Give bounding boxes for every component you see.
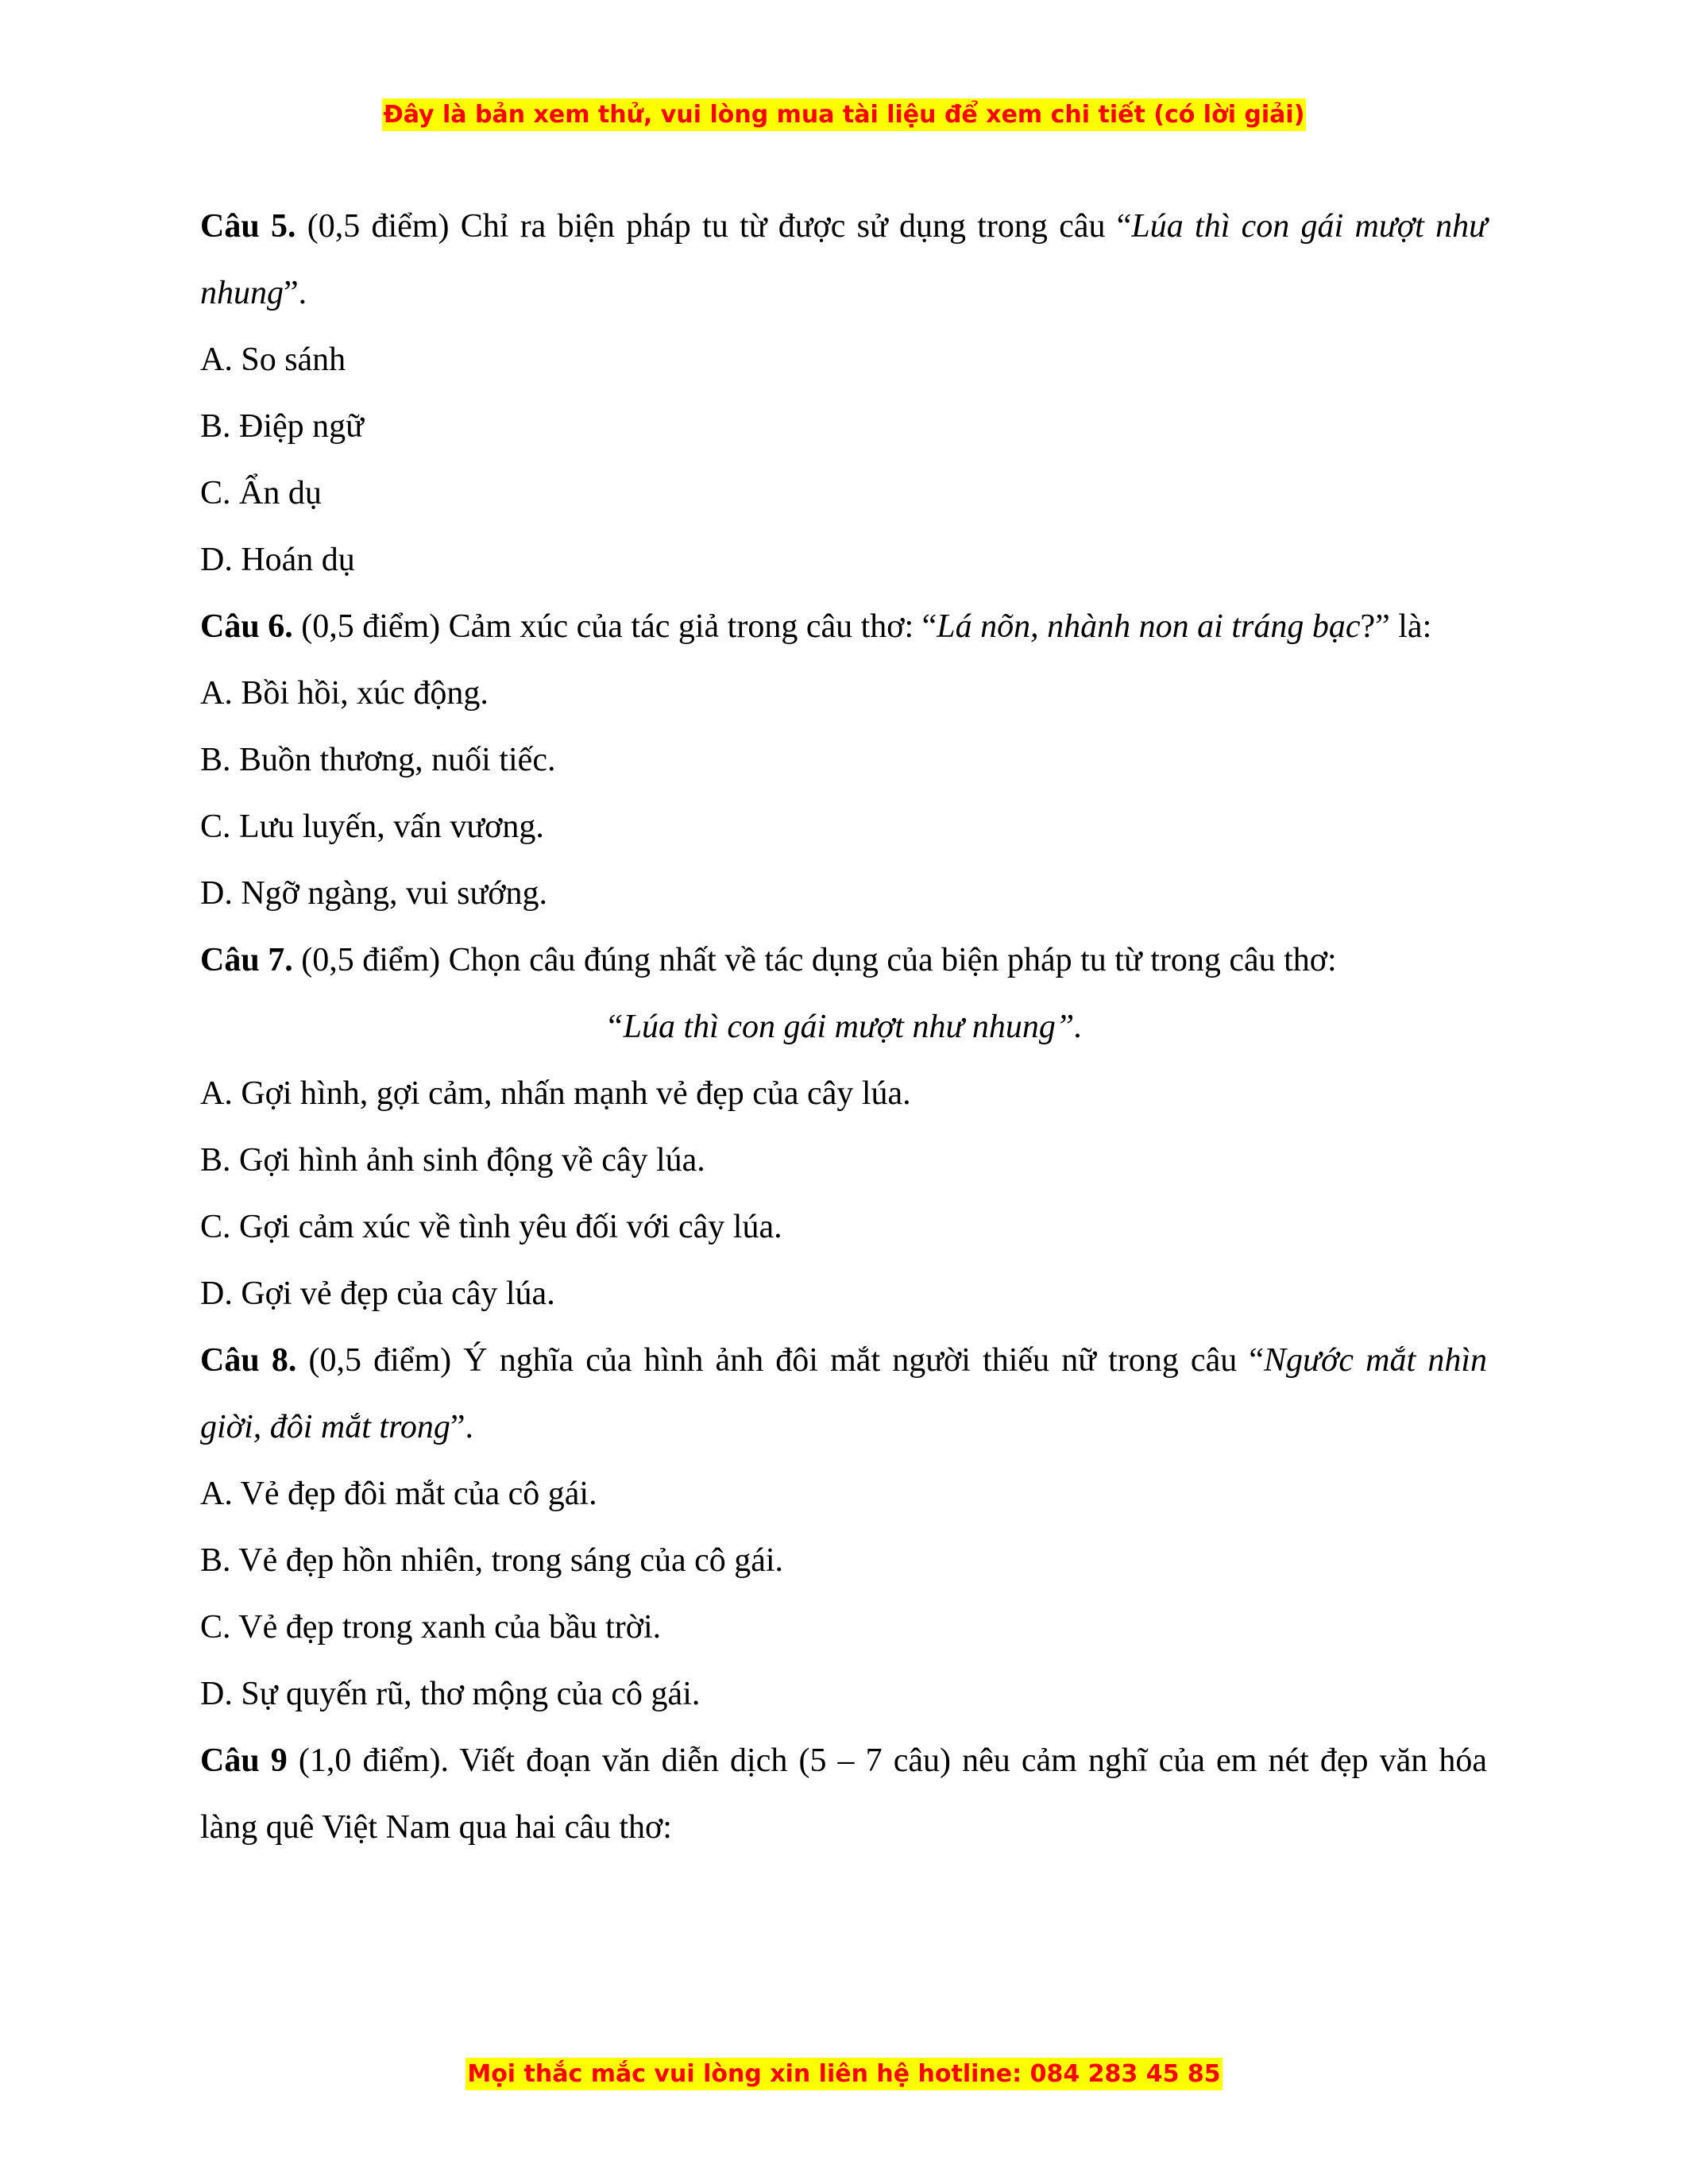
question-text-end: ”. — [450, 1409, 474, 1445]
option-a: A. So sánh — [200, 341, 346, 378]
quoted-verse: Lúa thì con gái mượt như nhung — [200, 208, 1487, 311]
quoted-verse: Ngước mắt nhìn giời, đôi mắt trong — [200, 1342, 1487, 1445]
preview-notice-text: Đây là bản xem thử, vui lòng mua tài liệu để xem chi tiết (có lời giải) — [382, 98, 1307, 131]
question-text: (0,5 điểm) Chỉ ra biện pháp tu từ được sử dụng trong câu “ — [295, 208, 1132, 245]
option-b: B. Điệp ngữ — [200, 408, 364, 445]
question-7-prompt — [200, 927, 1487, 994]
option-d: D. Gợi vẻ đẹp của cây lúa. — [200, 1275, 555, 1312]
question-text: (0,5 điểm) Chọn câu đúng nhất về tác dụng của biện pháp tu từ trong câu thơ: — [292, 942, 1337, 978]
option-d: D. Sự quyến rũ, thơ mộng của cô gái. — [200, 1676, 701, 1712]
question-label: Câu 7. — [200, 942, 293, 978]
question-label: Câu 5. — [200, 208, 296, 245]
question-5-prompt — [200, 193, 1487, 326]
question-9-prompt — [200, 1727, 1487, 1861]
question-text-end: ”. — [284, 275, 307, 311]
option-c: C. Lưu luyến, vấn vương. — [200, 808, 544, 845]
preview-notice-banner — [0, 103, 1688, 127]
question-label: Câu 9 — [200, 1742, 288, 1779]
question-label: Câu 6. — [200, 608, 293, 645]
option-b: B. Buồn thương, nuối tiếc. — [200, 742, 556, 778]
hotline-banner — [0, 2062, 1688, 2086]
question-label: Câu 8. — [200, 1342, 297, 1379]
option-b: B. Vẻ đẹp hồn nhiên, trong sáng của cô gái. — [200, 1542, 784, 1579]
option-d: D. Ngỡ ngàng, vui sướng. — [200, 875, 548, 912]
option-a: A. Vẻ đẹp đôi mắt của cô gái. — [200, 1476, 597, 1512]
question-text: (0,5 điểm) Ý nghĩa của hình ảnh đôi mắt người thiếu nữ trong câu “ — [296, 1342, 1265, 1379]
option-c: C. Ẩn dụ — [200, 475, 322, 511]
quoted-verse-line — [200, 994, 1487, 1060]
option-c: C. Gợi cảm xúc về tình yêu đối với cây lúa. — [200, 1209, 782, 1245]
quoted-verse: “Lúa thì con gái mượt như nhung”. — [605, 1009, 1083, 1045]
question-text: (1,0 điểm). Viết đoạn văn diễn dịch (5 – 7 câu) nêu cảm nghĩ của em nét đẹp văn hóa làng quê Việt Nam qua hai câu thơ: — [200, 1742, 1487, 1846]
option-c: C. Vẻ đẹp trong xanh của bầu trời. — [200, 1609, 662, 1646]
question-text-end: ?” là: — [1360, 608, 1432, 645]
option-a: A. Gợi hình, gợi cảm, nhấn mạnh vẻ đẹp của cây lúa. — [200, 1075, 911, 1112]
quoted-verse: Lá nõn, nhành non ai tráng bạc — [937, 608, 1361, 645]
document-body — [200, 193, 1487, 1861]
option-d: D. Hoán dụ — [200, 542, 355, 578]
question-8-prompt — [200, 1327, 1487, 1461]
hotline-text: Mọi thắc mắc vui lòng xin liên hệ hotline: 084 283 45 85 — [465, 2058, 1222, 2090]
option-a: A. Bồi hồi, xúc động. — [200, 675, 489, 712]
option-b: B. Gợi hình ảnh sinh động về cây lúa. — [200, 1142, 705, 1179]
question-text: (0,5 điểm) Cảm xúc của tác giả trong câu thơ: “ — [292, 608, 937, 645]
question-6-prompt — [200, 593, 1487, 660]
